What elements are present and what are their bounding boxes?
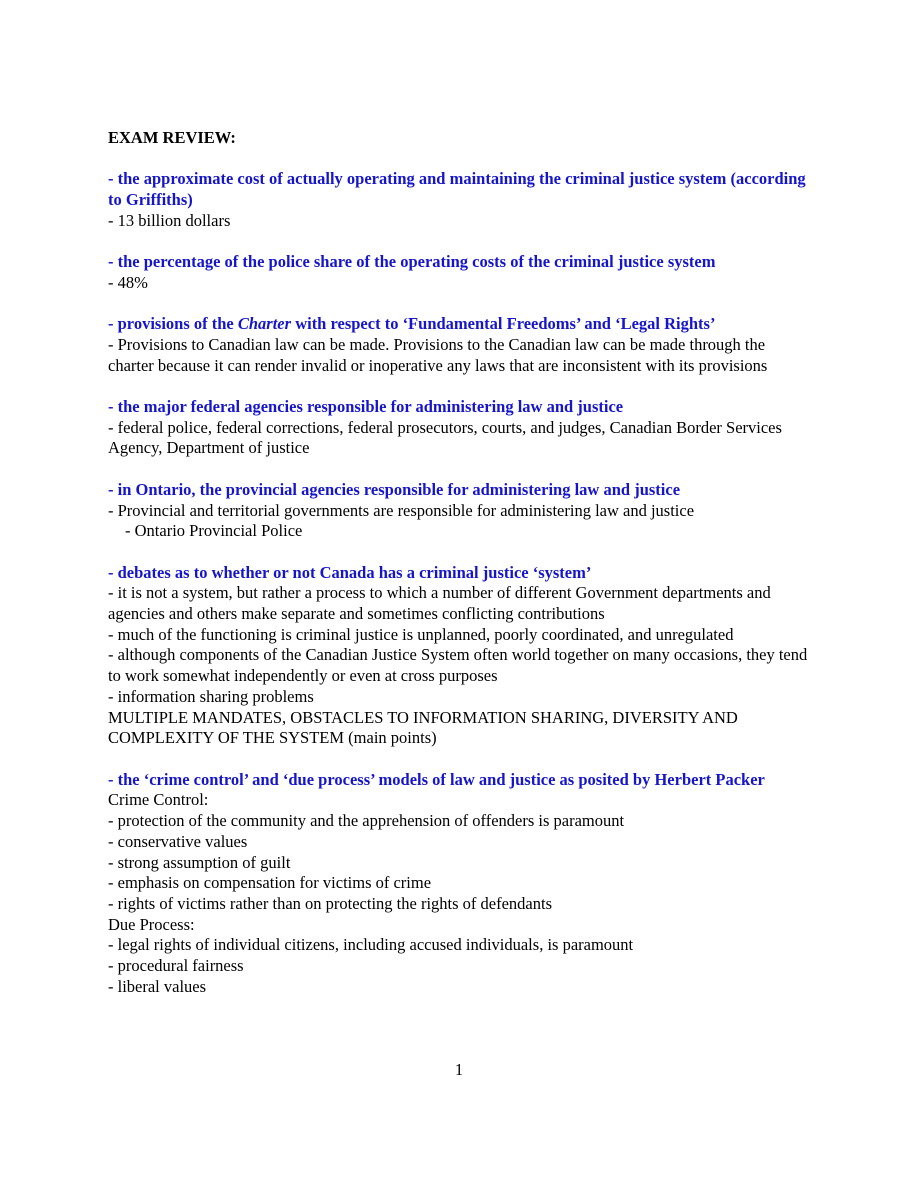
answer-line: - liberal values (108, 976, 207, 996)
section-ontario-agencies (108, 480, 813, 542)
answer-line: Crime Control: (108, 790, 209, 810)
answer-line: - legal rights of individual citizens, including accused individuals, is paramount (108, 935, 634, 955)
question-text-post: with respect to ‘Fundamental Freedoms’ and ‘Legal Rights’ (291, 314, 716, 334)
section-total-cost (108, 169, 813, 231)
section-packer-models (108, 770, 813, 998)
answer-line: - although components of the Canadian Justice System often world together on many occasions, they tend to work somewhat independently or even at cross purposes (108, 645, 808, 686)
question-heading: - the major federal agencies responsible for administering law and justice (108, 397, 624, 417)
answer-line: MULTIPLE MANDATES, OBSTACLES TO INFORMATION SHARING, DIVERSITY AND COMPLEXITY OF THE SYSTEM (main points) (108, 707, 738, 748)
page-number: 1 (454, 1060, 464, 1079)
section-charter-provisions (108, 314, 813, 376)
answer-line: - procedural fairness (108, 956, 244, 976)
answer-line: - 48% (108, 272, 148, 292)
question-text-pre: - provisions of the (108, 314, 238, 334)
question-heading: - the approximate cost of actually operating and maintaining the criminal justice system (according to Griffiths) (108, 169, 806, 210)
question-heading: - debates as to whether or not Canada has a criminal justice ‘system’ (108, 562, 592, 582)
document-page (108, 128, 813, 1018)
question-heading (108, 314, 813, 335)
answer-line: Due Process: (108, 914, 195, 934)
answer-line: - information sharing problems (108, 686, 314, 706)
section-police-share (108, 252, 813, 293)
question-heading: - the ‘crime control’ and ‘due process’ models of law and justice as posited by Herbert Packer (108, 769, 765, 789)
answer-line: - rights of victims rather than on protecting the rights of defendants (108, 893, 553, 913)
answer-line: - it is not a system, but rather a process to which a number of different Government departments and agencies and others make separate and sometimes conflicting contributions (108, 583, 771, 624)
question-text-charter: Charter (237, 314, 292, 334)
section-system-debate (108, 563, 813, 749)
answer-line: - Provisions to Canadian law can be made. Provisions to the Canadian law can be made through the charter because it can render invalid or inoperative any laws that are inconsistent with its provisions (108, 334, 768, 375)
answer-line: - Ontario Provincial Police (125, 521, 303, 541)
answer-line: - 13 billion dollars (108, 210, 231, 230)
answer-line: - emphasis on compensation for victims of crime (108, 873, 432, 893)
answer-line: - much of the functioning is criminal justice is unplanned, poorly coordinated, and unregulated (108, 624, 734, 644)
section-federal-agencies (108, 397, 813, 459)
question-heading: - the percentage of the police share of the operating costs of the criminal justice system (108, 252, 716, 272)
page-title: EXAM REVIEW: (108, 128, 236, 147)
answer-line: - strong assumption of guilt (108, 852, 291, 872)
question-heading: - in Ontario, the provincial agencies responsible for administering law and justice (108, 479, 681, 499)
answer-line: - Provincial and territorial governments are responsible for administering law and justice (108, 500, 695, 520)
answer-line: - conservative values (108, 831, 248, 851)
answer-line: - federal police, federal corrections, federal prosecutors, courts, and judges, Canadian Border Services Agency, Department of justice (108, 417, 782, 458)
answer-line: - protection of the community and the apprehension of offenders is paramount (108, 811, 625, 831)
